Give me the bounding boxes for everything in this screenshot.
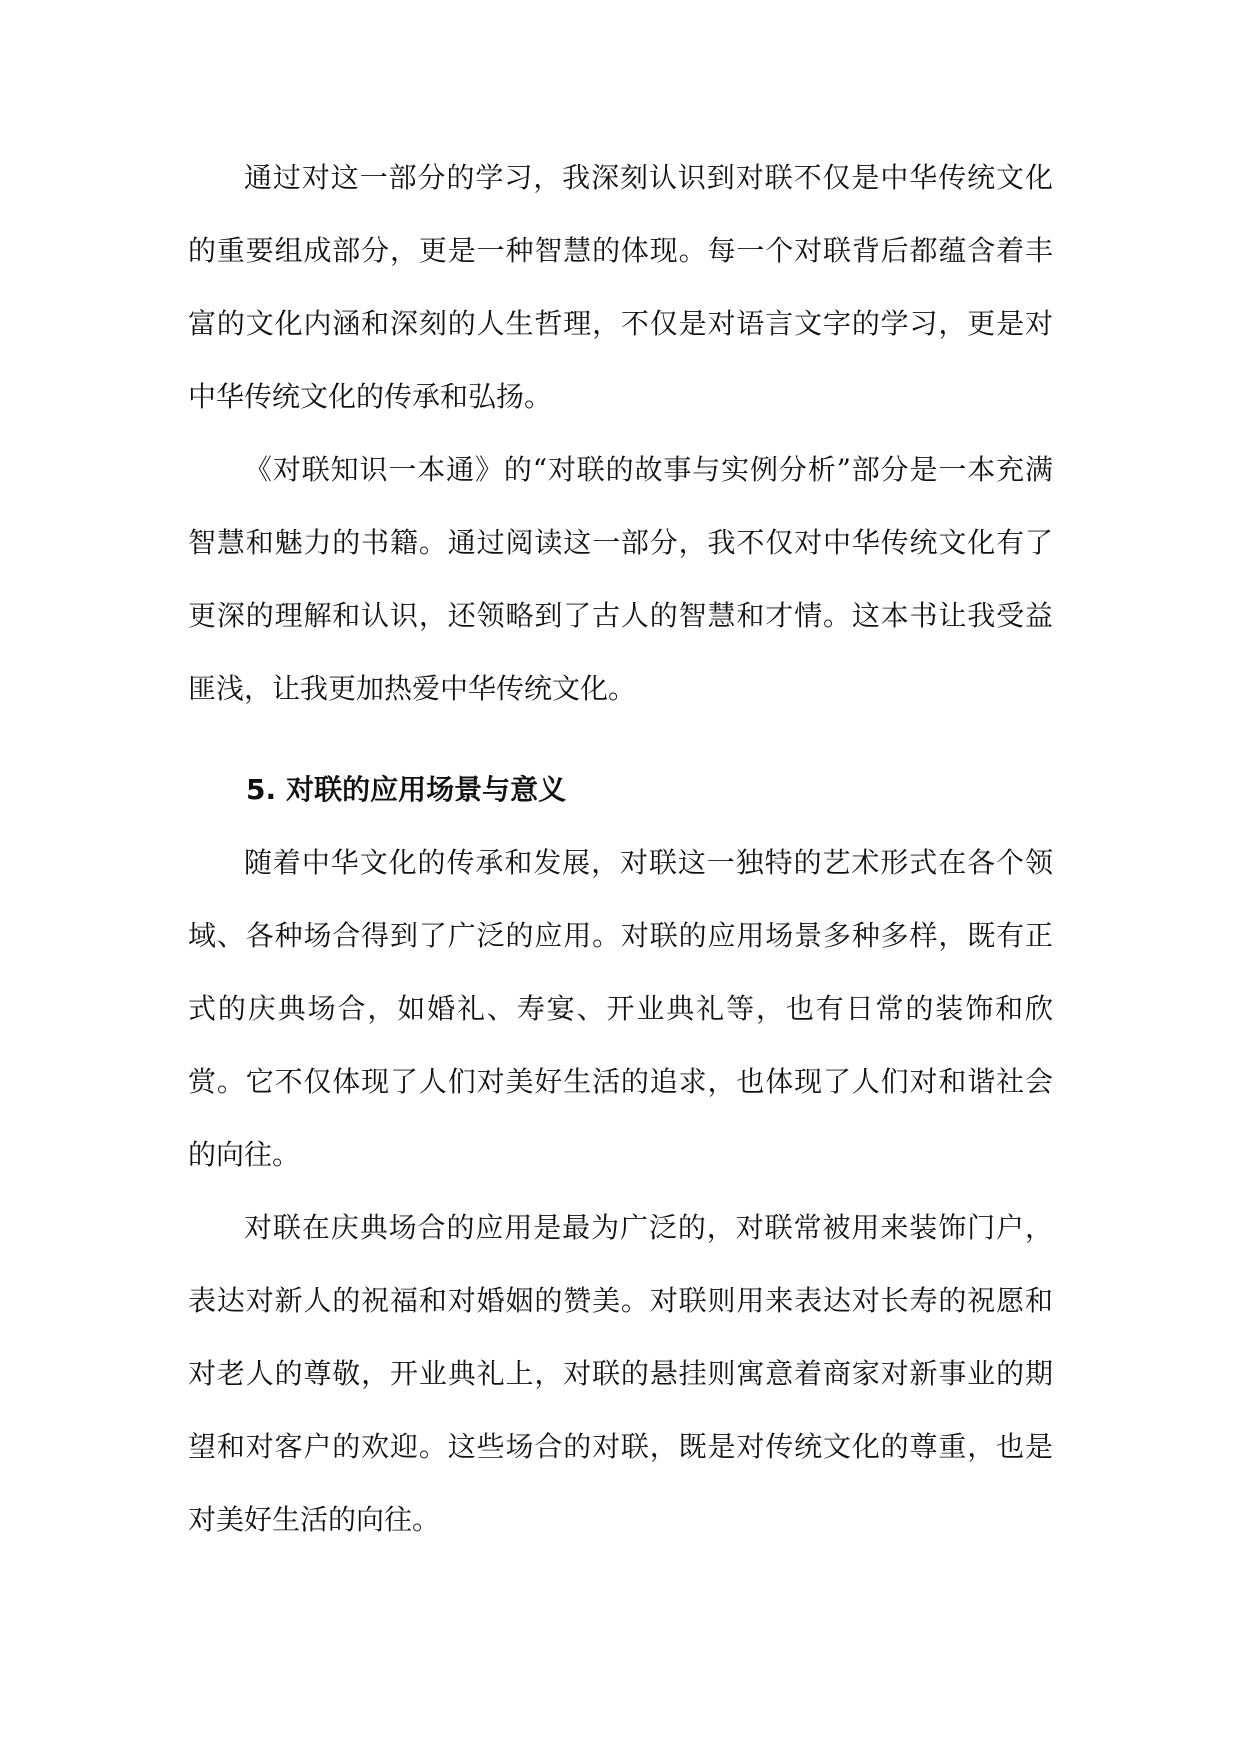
document-body: [188, 141, 1053, 1556]
paragraph: 随着中华文化的传承和发展，对联这一独特的艺术形式在各个领域、各种场合得到了广泛的应用。对联的应用场景多种多样，既有正式的庆典场合，如婚礼、寿宴、开业典礼等，也有日常的装饰和欣赏。它不仅体现了人们对美好生活的追求，也体现了人们对和谐社会的向往。: [188, 846, 1053, 1171]
section-heading: [188, 753, 1053, 826]
section-number: 5.: [246, 773, 277, 806]
paragraph: 《对联知识一本通》的“对联的故事与实例分析”部分是一本充满智慧和魅力的书籍。通过阅读这一部分，我不仅对中华传统文化有了更深的理解和认识，还领略到了古人的智慧和才情。这本书让我受益匪浅，让我更加热爱中华传统文化。: [188, 453, 1053, 705]
paragraph: 对联在庆典场合的应用是最为广泛的，对联常被用来装饰门户，表达对新人的祝福和对婚姻的赞美。对联则用来表达对长寿的祝愿和对老人的尊敬，开业典礼上，对联的悬挂则寓意着商家对新事业的期望和对客户的欢迎。这些场合的对联，既是对传统文化的尊重，也是对美好生活的向往。: [188, 1211, 1053, 1536]
section-title: 对联的应用场景与意义: [286, 773, 567, 806]
paragraph: 通过对这一部分的学习，我深刻认识到对联不仅是中华传统文化的重要组成部分，更是一种智慧的体现。每一个对联背后都蕴含着丰富的文化内涵和深刻的人生哲理，不仅是对语言文字的学习，更是对中华传统文化的传承和弘扬。: [188, 161, 1053, 413]
